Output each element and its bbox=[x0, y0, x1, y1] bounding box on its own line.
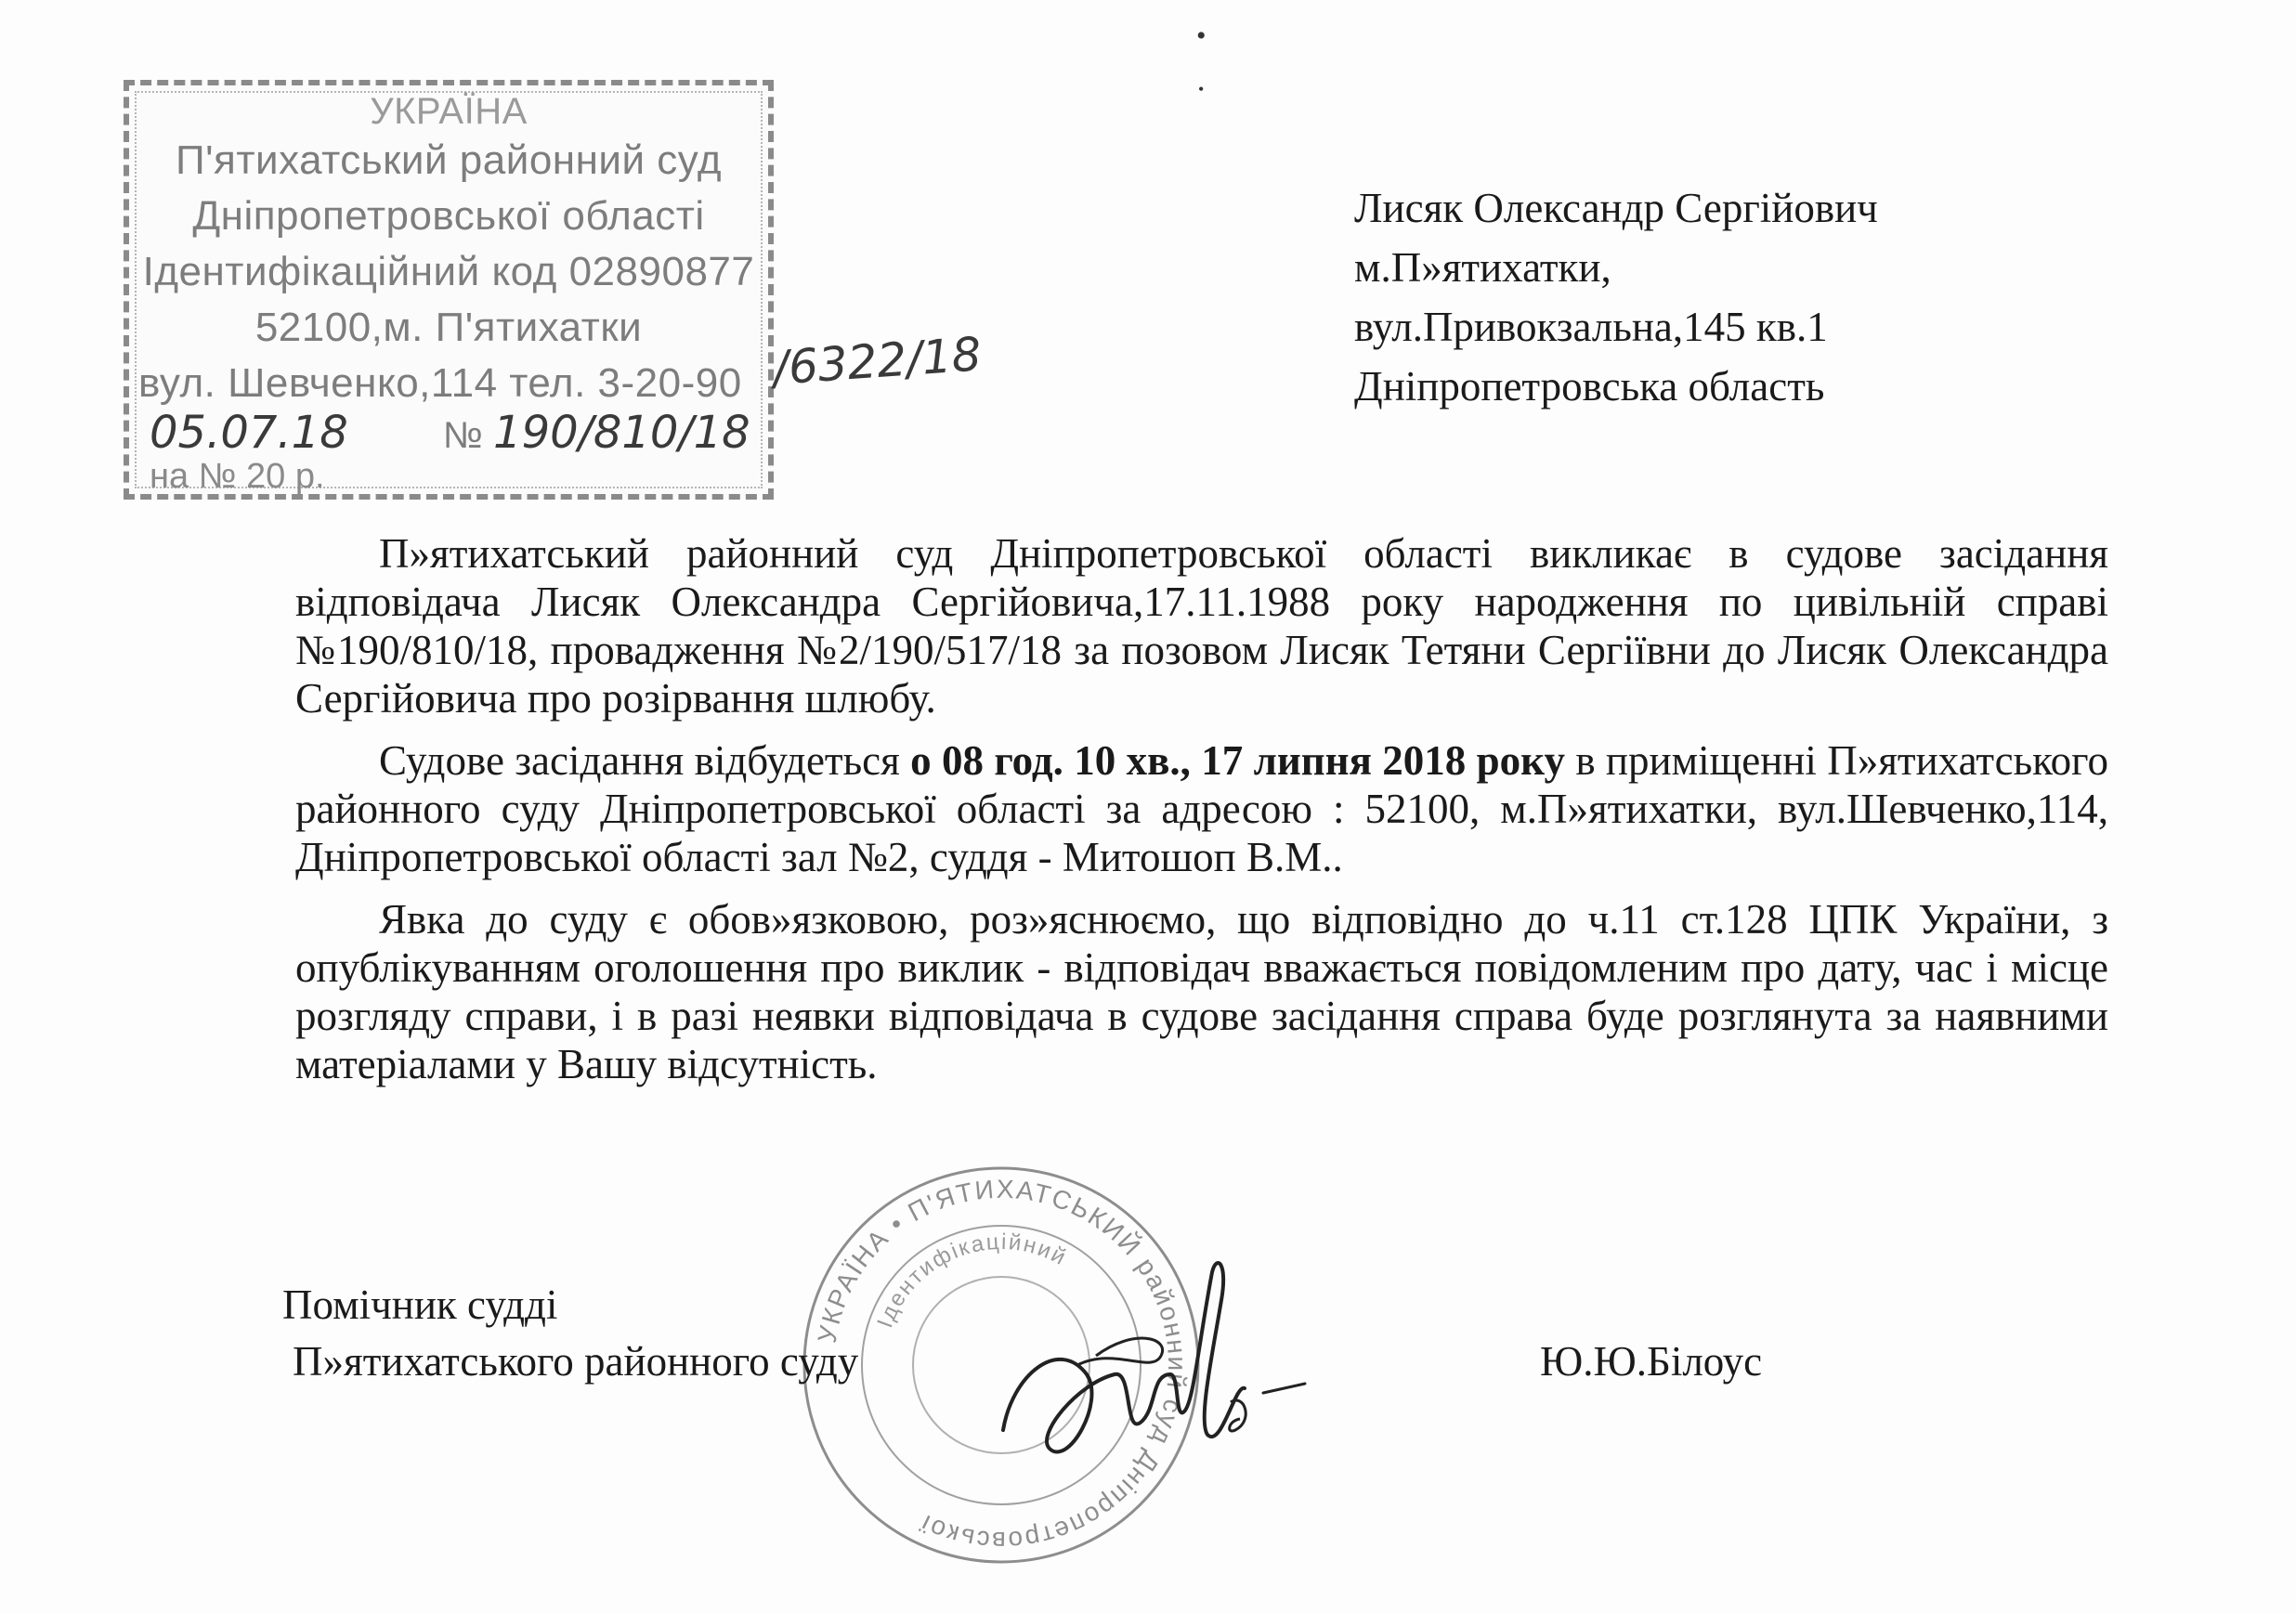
stamp-reg-no-label: № bbox=[443, 415, 483, 456]
stamp-registration-row bbox=[150, 407, 750, 459]
stamp-court-line2: Дніпропетровської області bbox=[192, 193, 705, 239]
seal-outer-text: УКРАЇНА • П'ЯТИХАТСЬКИЙ районний суд Дніпропетровської bbox=[812, 1174, 1193, 1556]
stamp-id-code: Ідентифікаційний код 02890877 bbox=[142, 249, 755, 294]
signatory-title: Помічник судді bbox=[282, 1281, 558, 1328]
stamp-reg-date: 05.07.18 bbox=[150, 407, 348, 459]
addressee-street: вул.Привокзальна,145 кв.1 bbox=[1354, 304, 1828, 350]
scan-speck: • bbox=[1198, 80, 1205, 98]
signatory-court: П»ятихатського районного суду bbox=[293, 1338, 859, 1385]
stamp-court-line1: П'ятихатський районний суд bbox=[176, 137, 722, 183]
stamp-reg-no-extra: /6322/18 bbox=[771, 327, 984, 396]
addressee-block bbox=[1354, 178, 1878, 416]
stamp-city: 52100,м. П'ятихатки bbox=[254, 305, 643, 350]
stamp-street: вул. Шевченко,114 тел. 3-20-90 bbox=[138, 360, 742, 406]
stamp-reply-row: на № 20 р. bbox=[150, 457, 325, 496]
signatory-name: Ю.Ю.Білоус bbox=[1540, 1338, 1763, 1385]
stamp-reg-no: 190/810/18 bbox=[493, 407, 750, 459]
addressee-region: Дніпропетровська область bbox=[1354, 363, 1825, 410]
addressee-name: Лисяк Олександр Сергійович bbox=[1354, 185, 1878, 231]
registration-stamp bbox=[124, 80, 774, 500]
notice-body bbox=[295, 529, 2108, 1102]
stamp-country: УКРАЇНА bbox=[370, 91, 528, 132]
scan-speck: • bbox=[1196, 20, 1207, 51]
paragraph-attendance: Явка до суду є обов»язковою, роз»яснюємо, що відповідно до ч.11 ст.128 ЦПК України, з опублікуванням оголошення про виклик - відповідач вважається повідомленим про дату, час і місце розгляду справи, і в разі неявки відповідача в судове засідання справа буде розглянута за наявними матеріалами у Вашу відсутність. bbox=[295, 896, 2108, 1087]
hearing-intro: Судове засідання відбудеться bbox=[379, 737, 911, 784]
paragraph-summons: П»ятихатський районний суд Дніпропетровської області викликає в судове засідання відповідача Лисяк Олександра Сергійовича,17.11.1988 року народження по цивільній справі №190/810/18, провадження №2/190/517/18 за позовом Лисяк Тетяни Сергіївни до Лисяк Олександра Сергійовича про розірвання шлюбу. bbox=[295, 530, 2108, 722]
hearing-datetime: о 08 год. 10 хв., 17 липня 2018 року bbox=[910, 737, 1565, 784]
seal-inner-text: Ідентифікаційний bbox=[872, 1229, 1072, 1332]
paragraph-hearing bbox=[295, 736, 2108, 881]
addressee-city: м.П»ятихатки, bbox=[1354, 244, 1611, 291]
hearing-location: в приміщенні П»ятихатського районного суду Дніпропетровської області за адресою : 52100, м.П»ятихатки, вул.Шевченко,114, Дніпропетровської області зал №2, суддя - Митошоп В.М.. bbox=[295, 737, 2109, 880]
handwritten-signature bbox=[985, 1235, 1319, 1514]
